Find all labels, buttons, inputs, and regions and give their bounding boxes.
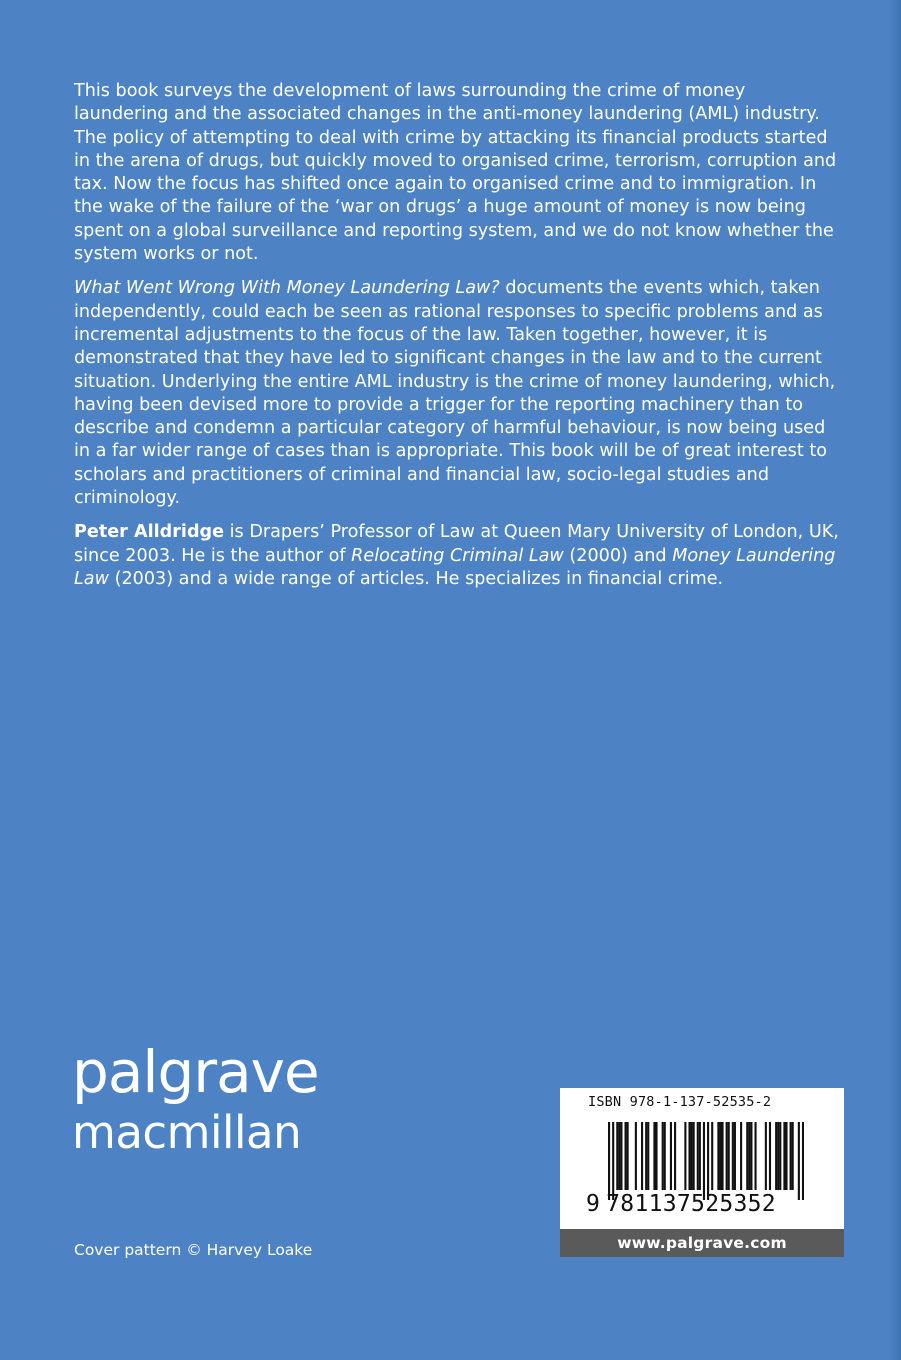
barcode-bar: [664, 1122, 666, 1190]
barcode-digits: [586, 1191, 776, 1217]
barcode-bar: [670, 1122, 672, 1190]
blurb-paragraph-1: This book surveys the development of laws surrounding the crime of money laundering and the associated changes in the anti-money laundering (AML) industry. The policy of attempting to deal with crime by attacking its financial products started in the arena of drugs, but quickly moved to organised crime, terrorism, corruption and tax. Now the focus has shifted once again to organised crime and to immigration. In the wake of the failure of the ‘war on drugs’ a huge amount of money is now being spent on a global surveillance and reporting system, and we do not know whether the system works or not.: [74, 81, 837, 265]
barcode-bar: [746, 1122, 748, 1190]
author-bio: [74, 521, 844, 591]
cover-pattern-credit: Cover pattern © Harvey Loake: [74, 1241, 313, 1259]
barcode-bar: [655, 1122, 657, 1190]
blurb-paragraph-2-text: documents the events which, taken independently, could each be seen as rational responses to specific problems and as incremental adjustments to the focus of the law. Taken together, however, it is demonstrated that they have led to significant changes in the law and to the current situation. Underlying the entire AML industry is the crime of money laundering, which, having been devised more to provide a trigger for the reporting machinery than to describe and condemn a particular category of harmful behaviour, is now being used in a far wider range of cases than is appropriate. This book will be of great interest to scholars and practitioners of criminal and financial law, socio-legal studies and criminology.: [74, 278, 836, 509]
barcode-bar: [748, 1122, 750, 1190]
barcode-digit-group-2: 525352: [691, 1191, 776, 1217]
barcode-digit-first: 9: [586, 1191, 601, 1217]
barcode-bar: [802, 1122, 804, 1200]
barcode-bar: [707, 1122, 709, 1200]
barcode-bar: [627, 1122, 629, 1190]
barcode-bar: [798, 1122, 800, 1200]
barcode-bar: [662, 1122, 664, 1190]
barcode-bar: [691, 1122, 693, 1190]
blurb-paragraph-2: [74, 277, 844, 510]
barcode-bar: [645, 1122, 647, 1190]
barcode-bar: [769, 1122, 771, 1190]
barcode-bar: [635, 1122, 637, 1190]
publisher-logo-line1: palgrave: [72, 1038, 319, 1106]
barcode-bar: [765, 1122, 767, 1190]
publisher-website: www.palgrave.com: [560, 1229, 844, 1257]
publisher-logo-line2: macmillan: [72, 1106, 302, 1159]
barcode-bar: [779, 1122, 781, 1190]
barcode-bar: [674, 1122, 676, 1190]
barcode-bar: [785, 1122, 787, 1190]
book-title-italic: What Went Wrong With Money Laundering Law?: [74, 278, 500, 299]
barcode-bar: [750, 1122, 752, 1190]
barcode-bar: [684, 1122, 686, 1190]
barcode-bar: [734, 1122, 736, 1190]
author-bio-text-1: is Drapers’ Professor of Law at Queen Mary University of London, UK, since 2003. He is the author of: [74, 522, 839, 566]
barcode-bar: [641, 1122, 643, 1190]
barcode-bar: [740, 1122, 742, 1190]
barcode-bar: [792, 1122, 794, 1190]
barcode-bar: [711, 1122, 713, 1190]
barcode-bar: [688, 1122, 690, 1190]
barcode-icon: [608, 1122, 804, 1200]
barcode-digit-group-1: 781137: [606, 1191, 692, 1217]
barcode-bar: [693, 1122, 695, 1190]
back-cover-blurb: [74, 80, 844, 602]
barcode-bar: [728, 1122, 730, 1190]
barcode-bar: [653, 1122, 655, 1190]
barcode-bar: [703, 1122, 705, 1200]
barcode-bar: [608, 1122, 610, 1200]
author-book-2: Money Laundering Law: [74, 545, 836, 589]
barcode-bar: [625, 1122, 627, 1190]
author-bio-text-3: (2003) and a wide range of articles. He specializes in financial crime.: [108, 568, 724, 589]
barcode-bar: [620, 1122, 622, 1190]
barcode-bar: [783, 1122, 785, 1190]
barcode-bar: [721, 1122, 723, 1190]
barcode-bar: [754, 1122, 756, 1190]
barcode-bar: [719, 1122, 721, 1190]
barcode-bar: [717, 1122, 719, 1190]
author-name: Peter Alldridge: [74, 522, 225, 543]
barcode-bar: [732, 1122, 734, 1190]
barcode-bar: [647, 1122, 649, 1190]
barcode-bar: [618, 1122, 620, 1190]
barcode-bar: [699, 1122, 701, 1190]
barcode-bar: [790, 1122, 792, 1190]
barcode-bar: [777, 1122, 779, 1190]
publisher-logo: [72, 1040, 319, 1158]
author-bio-text-2: (2000) and: [563, 545, 673, 566]
author-book-1: Relocating Criminal Law: [351, 545, 564, 566]
barcode-box: [560, 1088, 844, 1257]
isbn-label: ISBN 978-1-137-52535-2: [588, 1094, 772, 1110]
barcode-bar: [616, 1122, 618, 1190]
barcode-bar: [726, 1122, 728, 1190]
barcode-bar: [775, 1122, 777, 1190]
barcode-bar: [612, 1122, 614, 1200]
spine-edge: [889, 0, 901, 1360]
barcode-bar: [697, 1122, 699, 1190]
